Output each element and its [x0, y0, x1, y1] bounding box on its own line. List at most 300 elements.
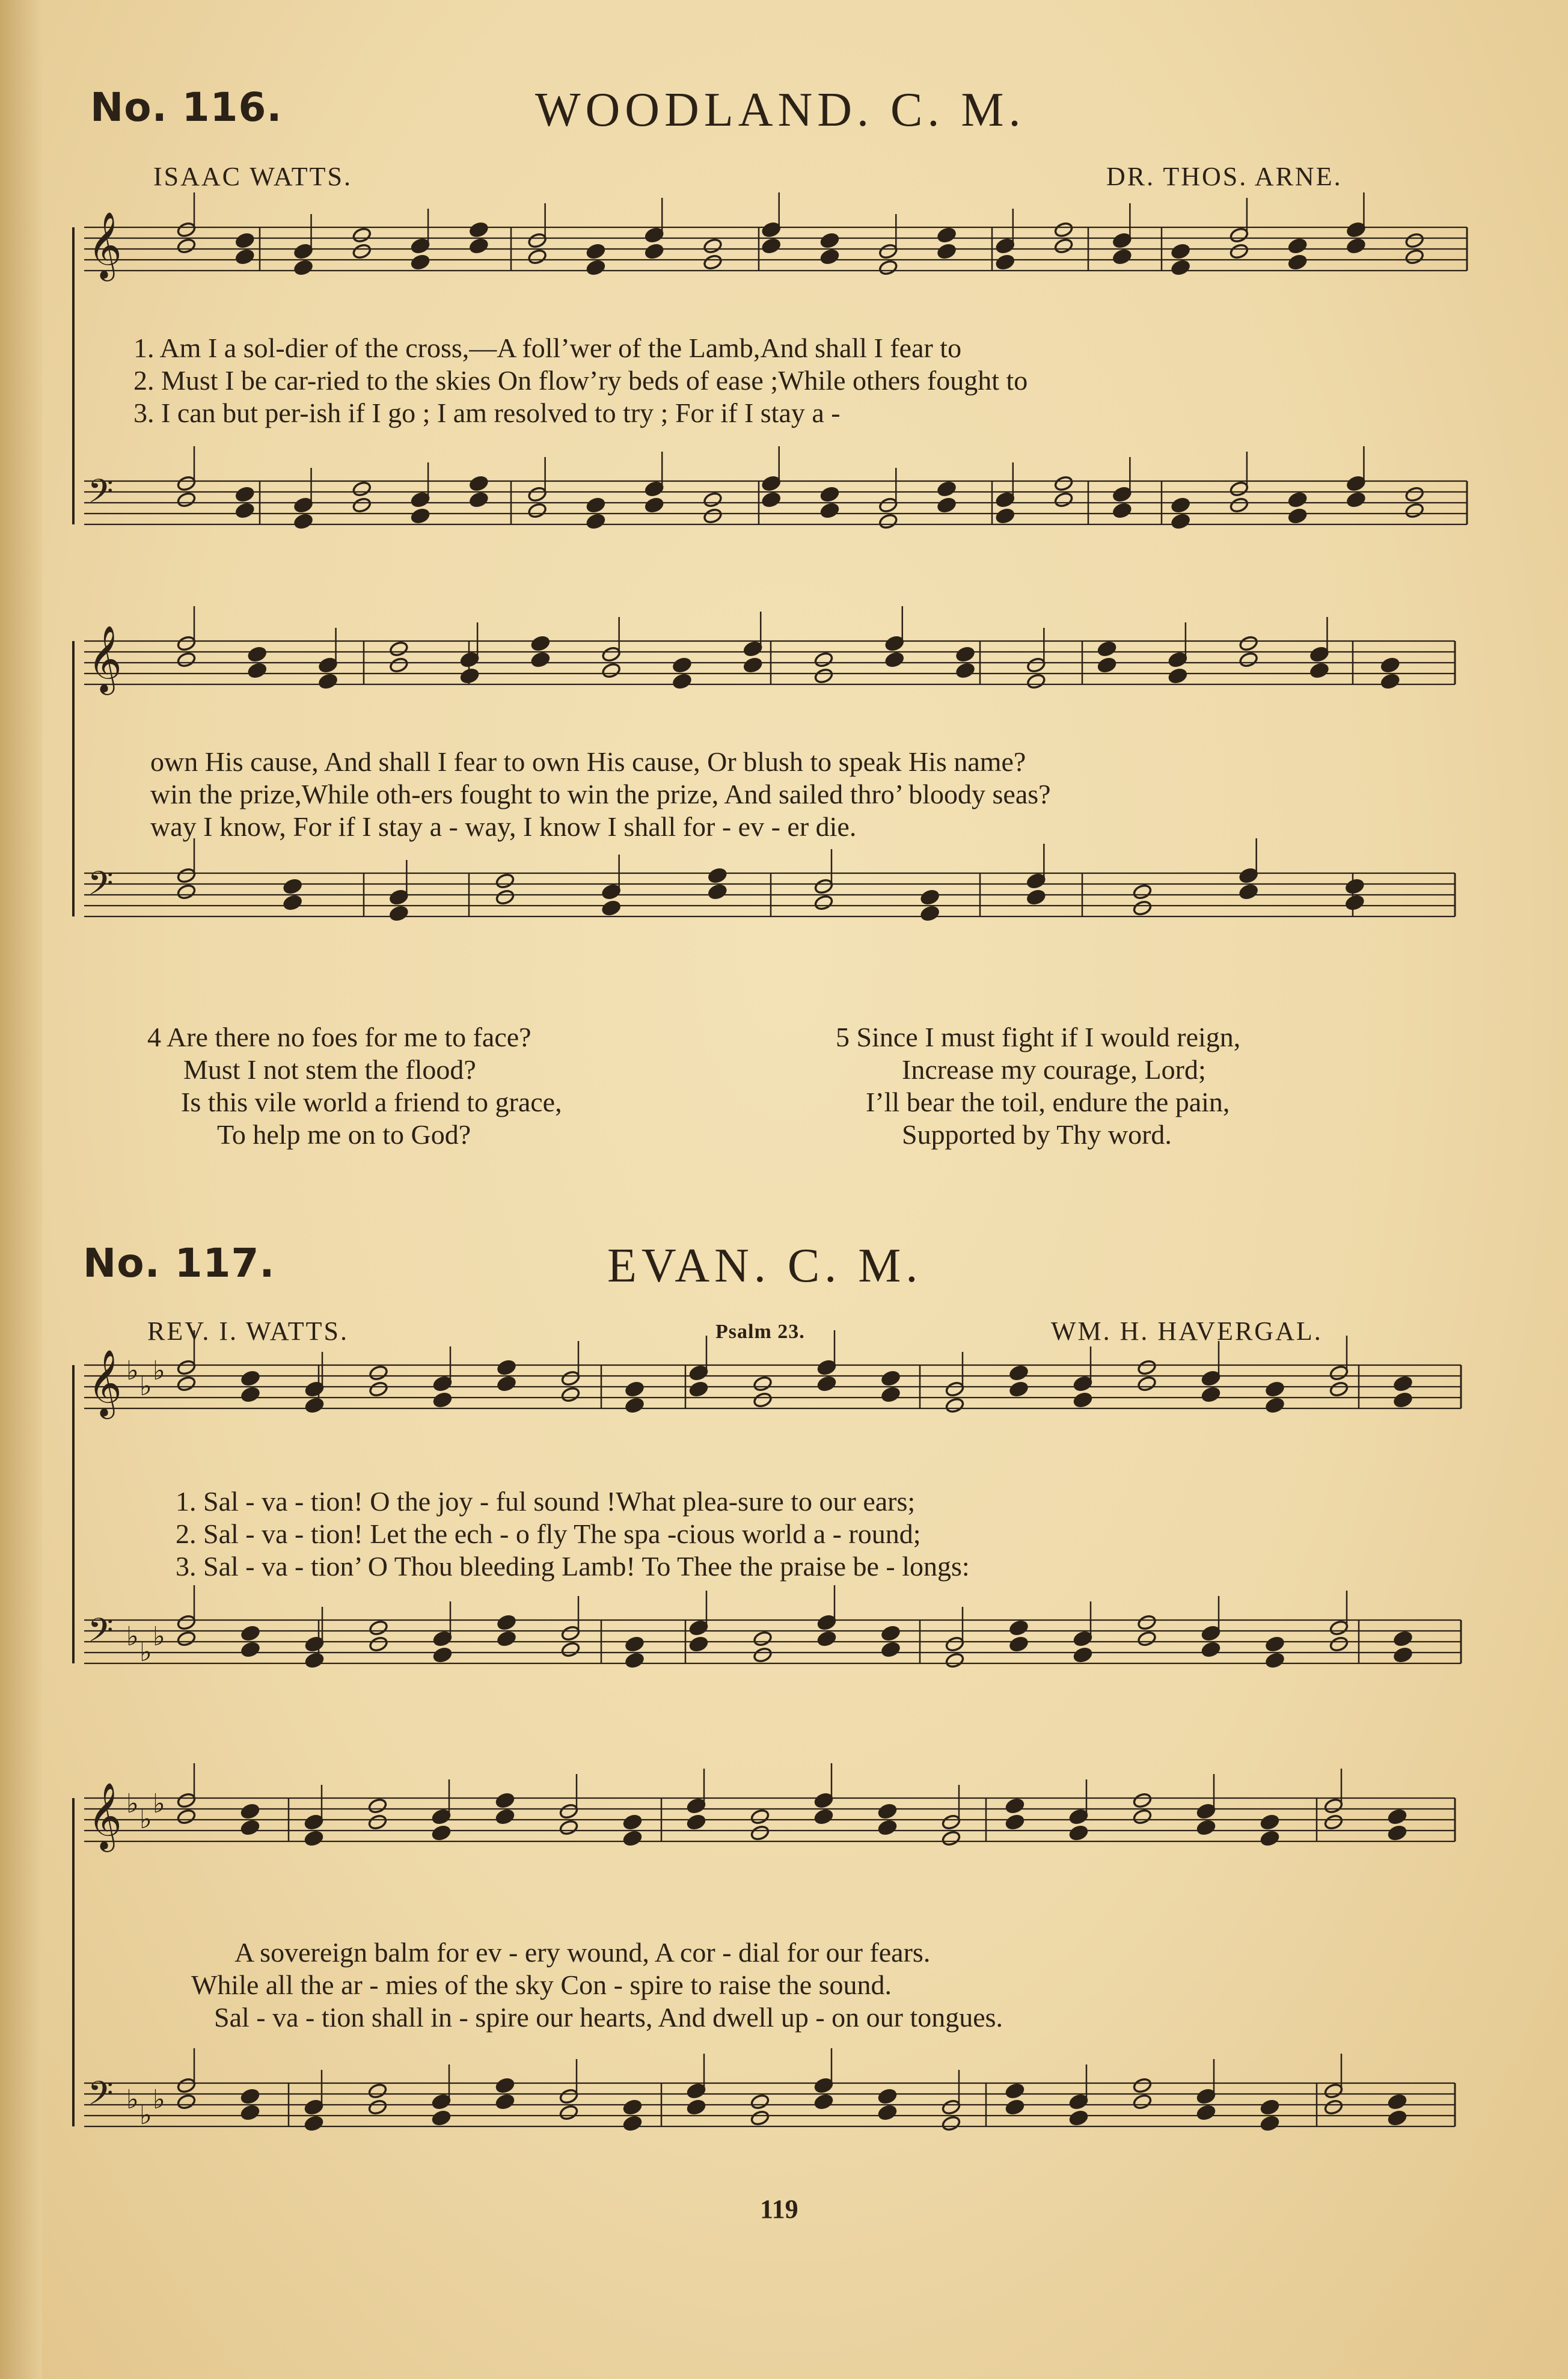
notehead [497, 1614, 516, 1631]
lyrics-line: 3. I can but per-ish if I go ; I am resolved to try ; For if I stay a - [133, 398, 841, 428]
notehead [686, 1797, 706, 1814]
lyrics-line: Sal - va - tion shall in - spire our hearts, And dwell up - on our tongues. [214, 2002, 1003, 2033]
notehead [672, 673, 692, 690]
flat-icon: ♭ [126, 1788, 139, 1819]
notehead [1239, 651, 1258, 668]
notehead [622, 2115, 642, 2132]
notehead [411, 491, 430, 508]
stanza-line: Must I not stem the flood? [183, 1054, 476, 1085]
flat-icon: ♭ [126, 1355, 139, 1386]
notehead [703, 254, 723, 271]
notehead [369, 1619, 388, 1636]
notehead [1393, 1375, 1413, 1392]
notehead [1265, 1397, 1285, 1414]
notehead [389, 905, 409, 922]
notehead [753, 1392, 773, 1408]
notehead [1260, 1814, 1279, 1831]
notehead [1260, 1830, 1279, 1847]
notehead [1323, 2083, 1343, 2099]
notehead [884, 635, 904, 652]
notehead [941, 1814, 961, 1831]
notehead [318, 673, 338, 690]
notehead [431, 2110, 451, 2126]
lyrics-line: win the prize,While oth-ers fought to win the prize, And sailed thro’ bloody seas? [150, 779, 1051, 809]
notehead [1239, 867, 1258, 884]
notehead [1196, 1803, 1216, 1820]
hymn-author: REV. I. WATTS. [147, 1316, 349, 1346]
notehead [1288, 508, 1308, 524]
notehead [1260, 2115, 1279, 2132]
notehead [304, 2099, 323, 2116]
notehead [1054, 221, 1074, 238]
notehead [995, 238, 1015, 254]
notehead [881, 1641, 901, 1658]
notehead [527, 248, 547, 265]
notehead [1201, 1386, 1220, 1403]
notehead [601, 883, 621, 900]
notehead [1026, 657, 1046, 674]
notehead [495, 889, 515, 906]
notehead [235, 232, 255, 249]
notehead [176, 221, 196, 238]
notehead [645, 227, 664, 244]
notehead [1196, 2104, 1216, 2121]
notehead [1323, 1814, 1343, 1831]
notehead [672, 657, 692, 674]
notehead [352, 227, 372, 244]
notehead [688, 1619, 708, 1636]
notehead [878, 497, 898, 514]
notehead [1229, 497, 1249, 514]
notehead [1171, 243, 1190, 260]
notehead [560, 1370, 580, 1387]
notehead [1265, 1381, 1285, 1398]
notehead [1054, 491, 1074, 508]
notehead [495, 2093, 515, 2110]
notehead [622, 1814, 642, 1831]
flat-icon: ♭ [153, 2084, 165, 2115]
stanza-line: Is this vile world a friend to grace, [181, 1087, 562, 1117]
notehead [367, 1814, 387, 1831]
treble-clef-icon: 𝄞 [88, 1782, 122, 1849]
notehead [645, 480, 664, 497]
notehead [176, 2077, 196, 2094]
notehead [645, 497, 664, 514]
stanza-line: I’ll bear the toil, endure the pain, [866, 1087, 1230, 1117]
notehead [1288, 254, 1308, 271]
notehead [1132, 1808, 1152, 1825]
notehead [1068, 1808, 1088, 1825]
notehead [293, 513, 313, 530]
notehead [1132, 900, 1152, 916]
notehead [750, 1808, 770, 1825]
notehead [937, 480, 957, 497]
notehead [586, 243, 605, 260]
notehead [1201, 1370, 1220, 1387]
notehead [625, 1381, 645, 1398]
notehead [1201, 1641, 1220, 1658]
hymn-author: ISAAC WATTS. [153, 162, 353, 191]
notehead [469, 475, 489, 492]
notehead [877, 1803, 897, 1820]
notehead [1323, 2099, 1343, 2116]
notehead [240, 1819, 260, 1836]
notehead [1054, 238, 1074, 254]
notehead [304, 1381, 324, 1398]
notehead [995, 491, 1015, 508]
lyrics-line: A sovereign balm for ev - ery wound, A cor - dial for our fears. [234, 1937, 931, 1968]
notehead [1168, 668, 1187, 684]
notehead [1137, 1359, 1157, 1376]
notehead [750, 2110, 770, 2126]
notehead [995, 508, 1015, 524]
flat-icon: ♭ [153, 1355, 165, 1386]
notehead [559, 1803, 578, 1820]
notehead [1073, 1630, 1092, 1647]
notehead [601, 646, 621, 663]
notehead [1346, 491, 1366, 508]
notehead [352, 243, 372, 260]
notehead [1137, 1375, 1157, 1392]
notehead [469, 238, 489, 254]
notehead [941, 2099, 961, 2116]
notehead [389, 657, 409, 674]
notehead [1196, 1819, 1216, 1836]
notehead [1393, 1630, 1413, 1647]
notehead [1026, 873, 1046, 889]
notehead [945, 1652, 964, 1669]
lyrics-line: way I know, For if I stay a - way, I know I shall for - ev - er die. [150, 811, 857, 842]
notehead [937, 497, 957, 514]
notehead [941, 2115, 961, 2132]
notehead [293, 497, 313, 514]
notehead [469, 491, 489, 508]
notehead [813, 2077, 833, 2094]
notehead [495, 1808, 515, 1825]
notehead [431, 2093, 451, 2110]
notehead [367, 1797, 387, 1814]
notehead [411, 254, 430, 271]
notehead [247, 662, 267, 679]
notehead [601, 662, 621, 679]
notehead [881, 1625, 901, 1642]
notehead [686, 1814, 706, 1831]
notehead [1239, 883, 1258, 900]
notehead [283, 894, 302, 911]
notehead [625, 1397, 645, 1414]
notehead [1393, 1647, 1413, 1663]
notehead [1201, 1625, 1220, 1642]
notehead [601, 900, 621, 916]
notehead [955, 646, 975, 663]
notehead [622, 1830, 642, 1847]
notehead [884, 651, 904, 668]
notehead [176, 1375, 196, 1392]
lyrics-line: own His cause, And shall I fear to own His cause, Or blush to speak His name? [150, 746, 1026, 777]
notehead [1387, 1825, 1407, 1841]
notehead [352, 480, 372, 497]
bass-clef-icon: 𝄢 [88, 864, 114, 910]
notehead [495, 873, 515, 889]
notehead [304, 1814, 323, 1831]
notehead [495, 1792, 515, 1809]
flat-icon: ♭ [153, 1621, 165, 1652]
notehead [432, 1647, 452, 1663]
notehead [240, 2088, 260, 2105]
stanza-line: Supported by Thy word. [902, 1119, 1172, 1150]
notehead [1288, 238, 1308, 254]
notehead [235, 486, 255, 503]
notehead [1265, 1652, 1285, 1669]
notehead [497, 1630, 516, 1647]
notehead [240, 2104, 260, 2121]
notehead [686, 2099, 706, 2116]
notehead [1309, 646, 1329, 663]
notehead [1345, 894, 1365, 911]
notehead [920, 905, 940, 922]
psalm-reference: Psalm 23. [715, 1321, 805, 1343]
notehead [1026, 889, 1046, 906]
notehead [560, 1641, 580, 1658]
notehead [1239, 635, 1258, 652]
notehead [176, 1808, 196, 1825]
notehead [819, 232, 839, 249]
notehead [1068, 2110, 1088, 2126]
notehead [688, 1364, 708, 1381]
notehead [1005, 1814, 1024, 1831]
notehead [878, 259, 898, 276]
notehead [750, 2093, 770, 2110]
notehead [761, 475, 781, 492]
notehead [945, 1636, 964, 1653]
notehead [743, 657, 763, 674]
notehead [761, 221, 781, 238]
notehead [304, 1397, 324, 1414]
notehead [176, 651, 196, 668]
notehead [240, 1386, 260, 1403]
flat-icon: ♭ [153, 1788, 165, 1819]
notehead [304, 1636, 324, 1653]
notehead [176, 491, 196, 508]
notehead [559, 2088, 578, 2105]
notehead [813, 1808, 833, 1825]
notehead [813, 894, 833, 911]
treble-clef-icon: 𝄞 [88, 1349, 122, 1416]
notehead [176, 635, 196, 652]
notehead [176, 2093, 196, 2110]
notehead [235, 502, 255, 519]
notehead [527, 486, 547, 503]
notehead [559, 2104, 578, 2121]
notehead [352, 497, 372, 514]
notehead [1009, 1364, 1029, 1381]
notehead [1196, 2088, 1216, 2105]
bass-clef-icon: 𝄢 [88, 1611, 114, 1657]
notehead [753, 1375, 773, 1392]
hymn-number: No. 116. [90, 84, 283, 130]
notehead [304, 1652, 324, 1669]
hymn-number: No. 117. [83, 1240, 275, 1286]
notehead [460, 651, 480, 668]
notehead [708, 867, 727, 884]
notehead [625, 1636, 645, 1653]
notehead [1346, 221, 1366, 238]
notehead [1404, 232, 1424, 249]
notehead [1171, 513, 1190, 530]
notehead [1288, 491, 1308, 508]
notehead [1073, 1392, 1092, 1408]
notehead [813, 651, 833, 668]
notehead [389, 640, 409, 657]
notehead [1329, 1636, 1349, 1653]
notehead [645, 243, 664, 260]
notehead [703, 238, 723, 254]
notehead [1054, 475, 1074, 492]
notehead [1393, 1392, 1413, 1408]
lyrics-line: While all the ar - mies of the sky Con - spire to raise the sound. [191, 1969, 892, 2000]
notehead [176, 1792, 196, 1809]
notehead [1073, 1647, 1092, 1663]
lyrics-line: 2. Sal - va - tion! Let the ech - o fly The spa -cious world a - round; [176, 1518, 921, 1549]
flat-icon: ♭ [139, 2100, 152, 2131]
notehead [559, 1819, 578, 1836]
notehead [819, 486, 839, 503]
notehead [877, 2104, 897, 2121]
notehead [688, 1636, 708, 1653]
notehead [176, 1630, 196, 1647]
notehead [750, 1825, 770, 1841]
notehead [530, 635, 550, 652]
notehead [469, 221, 489, 238]
notehead [937, 227, 957, 244]
notehead [703, 491, 723, 508]
notehead [1112, 232, 1132, 249]
notehead [625, 1652, 645, 1669]
notehead [743, 640, 763, 657]
flat-icon: ♭ [126, 2084, 139, 2115]
notehead [560, 1386, 580, 1403]
hymn-title: EVAN. C. M. [607, 1239, 923, 1292]
notehead [497, 1375, 516, 1392]
notehead [367, 2083, 387, 2099]
notehead [878, 243, 898, 260]
notehead [318, 657, 338, 674]
notehead [1009, 1619, 1029, 1636]
notehead [432, 1375, 452, 1392]
notehead [703, 508, 723, 524]
lyrics-line: 2. Must I be car-ried to the skies On flow’ry beds of ease ;While others fought to [133, 365, 1028, 396]
notehead [1387, 2093, 1407, 2110]
notehead [431, 1808, 451, 1825]
notehead [1229, 480, 1249, 497]
notehead [708, 883, 727, 900]
notehead [176, 867, 196, 884]
notehead [753, 1647, 773, 1663]
stanza-line: Increase my courage, Lord; [902, 1054, 1206, 1085]
notehead [1329, 1381, 1349, 1398]
notehead [819, 502, 839, 519]
notehead [813, 878, 833, 895]
flat-icon: ♭ [139, 1371, 152, 1402]
notehead [878, 513, 898, 530]
notehead [1404, 502, 1424, 519]
notehead [1009, 1381, 1029, 1398]
notehead [1132, 1792, 1152, 1809]
notehead [240, 1370, 260, 1387]
notehead [411, 238, 430, 254]
notehead [1346, 475, 1366, 492]
lyrics-line: 1. Am I a sol-dier of the cross,—A foll’wer of the Lamb,And shall I fear to [133, 333, 962, 363]
notehead [1137, 1630, 1157, 1647]
notehead [1068, 2093, 1088, 2110]
notehead [1097, 657, 1117, 674]
notehead [1329, 1619, 1349, 1636]
notehead [1229, 227, 1249, 244]
flat-icon: ♭ [139, 1804, 152, 1835]
notehead [1260, 2099, 1279, 2116]
treble-clef-icon: 𝄞 [88, 625, 122, 692]
notehead [389, 889, 409, 906]
notehead [1005, 1797, 1024, 1814]
notehead [1132, 2093, 1152, 2110]
notehead [240, 1803, 260, 1820]
notehead [816, 1614, 836, 1631]
lyrics-line: 3. Sal - va - tion’ O Thou bleeding Lamb! To Thee the praise be - longs: [176, 1551, 970, 1582]
notehead [877, 1819, 897, 1836]
notehead [881, 1370, 901, 1387]
notehead [293, 243, 313, 260]
notehead [816, 1375, 836, 1392]
notehead [240, 1641, 260, 1658]
notehead [304, 2115, 323, 2132]
stanza-line: To help me on to God? [217, 1119, 471, 1150]
notehead [176, 1614, 196, 1631]
hymn-composer: WM. H. HAVERGAL. [1051, 1316, 1323, 1346]
notehead [761, 238, 781, 254]
flat-icon: ♭ [126, 1621, 139, 1652]
hymn-composer: DR. THOS. ARNE. [1106, 162, 1343, 191]
notehead [432, 1392, 452, 1408]
notehead [920, 889, 940, 906]
notehead [622, 2099, 642, 2116]
notehead [235, 248, 255, 265]
notehead [304, 1830, 323, 1847]
notehead [1132, 2077, 1152, 2094]
notehead [937, 243, 957, 260]
notehead [495, 2077, 515, 2094]
notehead [1005, 2083, 1024, 2099]
notehead [1387, 2110, 1407, 2126]
notehead [240, 1625, 260, 1642]
notehead [1073, 1375, 1092, 1392]
notehead [586, 497, 605, 514]
notehead [816, 1630, 836, 1647]
notehead [527, 232, 547, 249]
notehead [877, 2088, 897, 2105]
notehead [367, 2099, 387, 2116]
notehead [761, 491, 781, 508]
notehead [1171, 259, 1190, 276]
notehead [813, 1792, 833, 1809]
flat-icon: ♭ [139, 1637, 152, 1668]
notehead [686, 2083, 706, 2099]
notehead [283, 878, 302, 895]
notehead [816, 1359, 836, 1376]
treble-clef-icon: 𝄞 [88, 211, 122, 278]
notehead [1404, 486, 1424, 503]
notehead [1345, 878, 1365, 895]
notehead [560, 1625, 580, 1642]
